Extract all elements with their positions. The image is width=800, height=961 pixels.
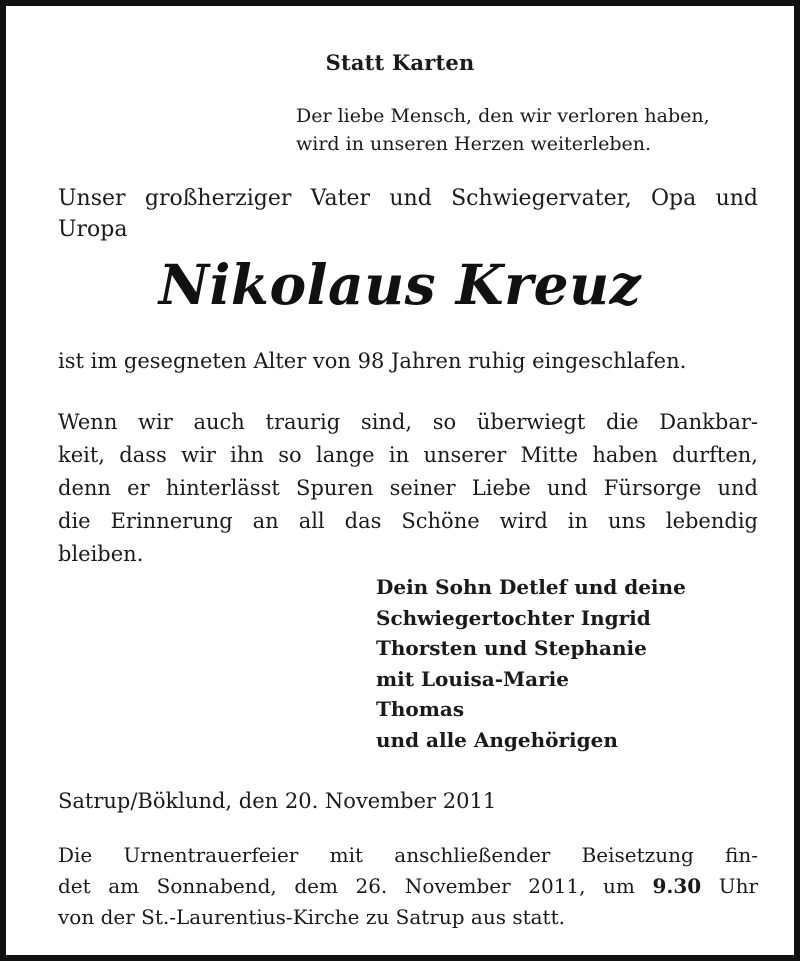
motto-line: wird in unseren Herzen weiterleben. [296, 133, 652, 155]
intro-line: Unser großherziger Vater und Schwiegervater, Opa und [58, 186, 758, 211]
deceased-name: Nikolaus Kreuz [158, 252, 642, 317]
age-line: ist im gesegneten Alter von 98 Jahren ruhig eingeschlafen. [58, 349, 687, 373]
intro-text [58, 183, 758, 245]
heading-statt-karten: Statt Karten [325, 50, 475, 75]
place-date: Satrup/Böklund, den 20. November 2011 [58, 789, 497, 813]
signer-line: Thorsten und Stephanie [376, 636, 647, 660]
signer-line: Schwiegertochter Ingrid [376, 605, 651, 630]
gratitude-paragraph [58, 406, 758, 571]
motto-line: Der liebe Mensch, den wir verloren haben, [296, 105, 710, 127]
paragraph-line: keit, dass wir ihn so lange in unserer Mitte haben durften, [58, 443, 758, 467]
paragraph-line: Wenn wir auch traurig sind, so überwiegt die Dankbar- [58, 410, 758, 434]
ceremony-line: von der St.-Laurentius-Kirche zu Satrup aus statt. [58, 905, 565, 929]
ceremony-notice [58, 840, 758, 933]
signer-line: mit Louisa-Marie [376, 666, 569, 691]
ceremony-time-unit: Uhr [718, 874, 759, 898]
ceremony-time: 9.30 [652, 874, 702, 898]
ceremony-line: Die Urnentrauerfeier mit anschließender Beisetzung fin- [58, 843, 758, 867]
paragraph-line: die Erinnerung an all das Schöne wird in uns lebendig [58, 509, 758, 533]
ceremony-date-text: det am Sonnabend, dem 26. November 2011, um [58, 874, 635, 898]
signer-line: und alle Angehörigen [376, 727, 618, 752]
motto-quote [296, 102, 766, 158]
paragraph-line: denn er hinterlässt Spuren seiner Liebe und Fürsorge und [58, 476, 758, 500]
intro-line: Uropa [58, 217, 128, 242]
signers-list [376, 572, 776, 755]
ceremony-line [58, 871, 758, 902]
paragraph-line: bleiben. [58, 542, 144, 566]
signer-line: Dein Sohn Detlef und deine [376, 575, 686, 599]
signer-line: Thomas [376, 697, 465, 721]
